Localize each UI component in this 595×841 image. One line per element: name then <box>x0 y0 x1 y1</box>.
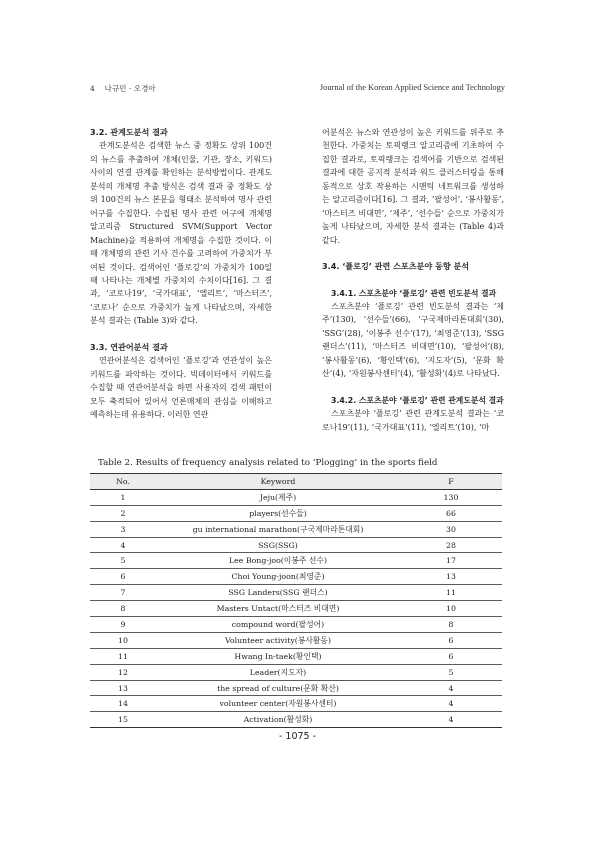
cell-frequency: 130 <box>400 489 502 505</box>
section-3-4-1-title: 3.4.1. 스포츠분야 ‘플로깅’ 관련 빈도분석 결과 <box>331 288 497 298</box>
left-column <box>90 126 272 422</box>
table-row <box>90 569 502 585</box>
cell-keyword: SSG(SSG) <box>156 537 400 553</box>
table-row <box>90 585 502 601</box>
header-keyword: Keyword <box>156 474 400 490</box>
cell-frequency: 28 <box>400 537 502 553</box>
header-no: No. <box>90 474 156 490</box>
cell-frequency: 5 <box>400 664 502 680</box>
section-3-2-text: 관계도분석은 검색한 뉴스 중 정확도 상위 100건의 뉴스를 추출하여 개체(인물, 기관, 장소, 키워드) 사이의 연결 관계를 확인하는 분석방법이다. 관계도분석의 개체명 추출 방식은 검색 결과 중 정확도 상위 100건의 뉴스 본문을 형태소 분석하여 명사 관련 어구를 수집한다. 수집된 명사 관련 어구에 개체명 알고리즘 Structured SVM(Support Vector Machine)을 적용하여 개체명을 수집한 것이다. 이때 개체명의 관련 기사 건수를 고려하여 가중치가 부여된 것이다. 검색어인 ‘플로깅’의 가중치가 100일 때 나타나는 개체별 가중치의 수치이다[16]. 그 결과, ‘코로나19’, ‘국가대표’, ‘엘리트’, ‘마스터즈’, ‘코로나’ 순으로 가중치가 높게 나타났으며, 자세한 분석 결과는 (Table 3)와 같다. <box>90 141 272 326</box>
cell-keyword: Choi Young-joon(최영준) <box>156 569 400 585</box>
header-frequency: F <box>400 474 502 490</box>
cell-no: 9 <box>90 617 156 633</box>
section-3-2-title: 3.2. 관계도분석 결과 <box>90 127 168 137</box>
cell-frequency: 8 <box>400 617 502 633</box>
cell-keyword: Activation(활성화) <box>156 712 400 728</box>
cell-keyword: Lee Bong-joo(이봉주 선수) <box>156 553 400 569</box>
table-row <box>90 537 502 553</box>
cell-keyword: Hwang In-taek(황인택) <box>156 648 400 664</box>
cell-frequency: 6 <box>400 648 502 664</box>
section-3-4-title: 3.4. ‘플로깅’ 관련 스포츠분야 동향 분석 <box>322 261 470 272</box>
cell-no: 8 <box>90 601 156 617</box>
cell-frequency: 6 <box>400 632 502 648</box>
section-3-3-title: 3.3. 연관어분석 결과 <box>90 341 168 352</box>
cell-no: 13 <box>90 680 156 696</box>
cell-frequency: 66 <box>400 505 502 521</box>
table-row <box>90 521 502 537</box>
cell-frequency: 17 <box>400 553 502 569</box>
cell-no: 3 <box>90 521 156 537</box>
table-caption: Table 2. Results of frequency analysis related to ‘Plogging’ in the sports field <box>98 458 438 468</box>
table-header-row <box>90 474 502 490</box>
cell-keyword: Volunteer activity(봉사활동) <box>156 632 400 648</box>
table-row <box>90 632 502 648</box>
cell-no: 11 <box>90 648 156 664</box>
section-3-4-2-text: 스포츠분야 ‘플로깅’ 관련 관계도분석 결과는 ‘코로나19’(11), ‘국가대표’(11), ‘엘리트’(10), ‘마 <box>322 409 504 432</box>
cell-keyword: Jeju(제주) <box>156 489 400 505</box>
cell-frequency: 13 <box>400 569 502 585</box>
header-journal: Journal of the Korean Applied Science and Technology <box>319 83 505 92</box>
cell-frequency: 4 <box>400 712 502 728</box>
cell-keyword: SSG Landers(SSG 랜더스) <box>156 585 400 601</box>
cell-keyword: players(선수들) <box>156 505 400 521</box>
cell-frequency: 4 <box>400 696 502 712</box>
table-row <box>90 696 502 712</box>
section-3-4-2-title: 3.4.2. 스포츠분야 ‘플로깅’ 관련 관계도분석 결과 <box>331 395 504 405</box>
cell-frequency: 30 <box>400 521 502 537</box>
cell-frequency: 4 <box>400 680 502 696</box>
cell-keyword: Leader(지도자) <box>156 664 400 680</box>
section-3-3-continued-text: 어분석은 뉴스와 연관성이 높은 키워드를 위주로 추천한다. 가중치는 토픽랭크 알고리즘에 기초하여 수집한 결과로, 토픽랭크는 검색어를 기반으로 검색된 결과에 대한 공지적 분석과 워드 클러스터링을 통해 동적으로 상호 작용하는 시맨틱 네트워크를 생성하는 알고리즘이다[16]. 그 결과, ‘팔성어’, ‘봉사활동’, ‘마스터즈 비대면’, ‘제주’, ‘선수들’ 순으로 가중치가 높게 나타났으며, 자세한 분석 결과는 (Table 4)과 같다. <box>322 128 504 245</box>
cell-keyword: volunteer center(자원봉사센터) <box>156 696 400 712</box>
table-row <box>90 680 502 696</box>
table-body <box>90 489 502 727</box>
table-row <box>90 553 502 569</box>
cell-no: 5 <box>90 553 156 569</box>
section-3-4-1-text: 스포츠분야 ‘플로깅’ 관련 빈도분석 결과는 ‘제주’(130), ‘선수들’(66), ‘구국제마라톤대회’(30), ‘SSG’(28), ‘이봉주 선수’(17), ‘최영준’(13), ‘SSG랜더스’(11), ‘마스터즈 비대면’(10), ‘팔성어’(8), ‘봉사활동’(6), ‘황인택’(6), ‘지도자’(5), ‘문화 확산’(4), ‘자원봉사센터’(4), ‘활성화’(4)로 나타났다. <box>322 301 504 379</box>
right-column <box>322 126 504 434</box>
table-row <box>90 489 502 505</box>
table-row <box>90 664 502 680</box>
header-page-number: 4 <box>90 84 95 93</box>
cell-no: 6 <box>90 569 156 585</box>
cell-keyword: Masters Untact(마스터즈 비대면) <box>156 601 400 617</box>
frequency-table <box>90 473 502 728</box>
cell-no: 14 <box>90 696 156 712</box>
table-row <box>90 505 502 521</box>
cell-no: 2 <box>90 505 156 521</box>
table-row <box>90 712 502 728</box>
table-row <box>90 648 502 664</box>
header-left <box>90 83 156 94</box>
cell-no: 4 <box>90 537 156 553</box>
cell-keyword: the spread of culture(문화 확산) <box>156 680 400 696</box>
cell-no: 15 <box>90 712 156 728</box>
section-3-3-text: 연관어분석은 검색어인 ‘플로깅’과 연관성이 높은 키워드를 파악하는 것이다. 빅데이터에서 키워드를 수집할 때 연관어분석을 하면 사용자의 검색 패턴이 모두 축적되어 있어서 언론매체의 관심을 이해하고 예측하는데 유용하다. 이러한 연관 <box>90 356 272 420</box>
table-row <box>90 617 502 633</box>
header-authors: 나규민 · 오경아 <box>104 84 156 93</box>
cell-no: 10 <box>90 632 156 648</box>
cell-frequency: 10 <box>400 601 502 617</box>
cell-keyword: compound word(팔성어) <box>156 617 400 633</box>
cell-frequency: 11 <box>400 585 502 601</box>
cell-no: 7 <box>90 585 156 601</box>
cell-keyword: gu international marathon(구국제마라톤대회) <box>156 521 400 537</box>
cell-no: 12 <box>90 664 156 680</box>
page-footer-number: - 1075 - <box>278 731 317 742</box>
cell-no: 1 <box>90 489 156 505</box>
table-row <box>90 601 502 617</box>
